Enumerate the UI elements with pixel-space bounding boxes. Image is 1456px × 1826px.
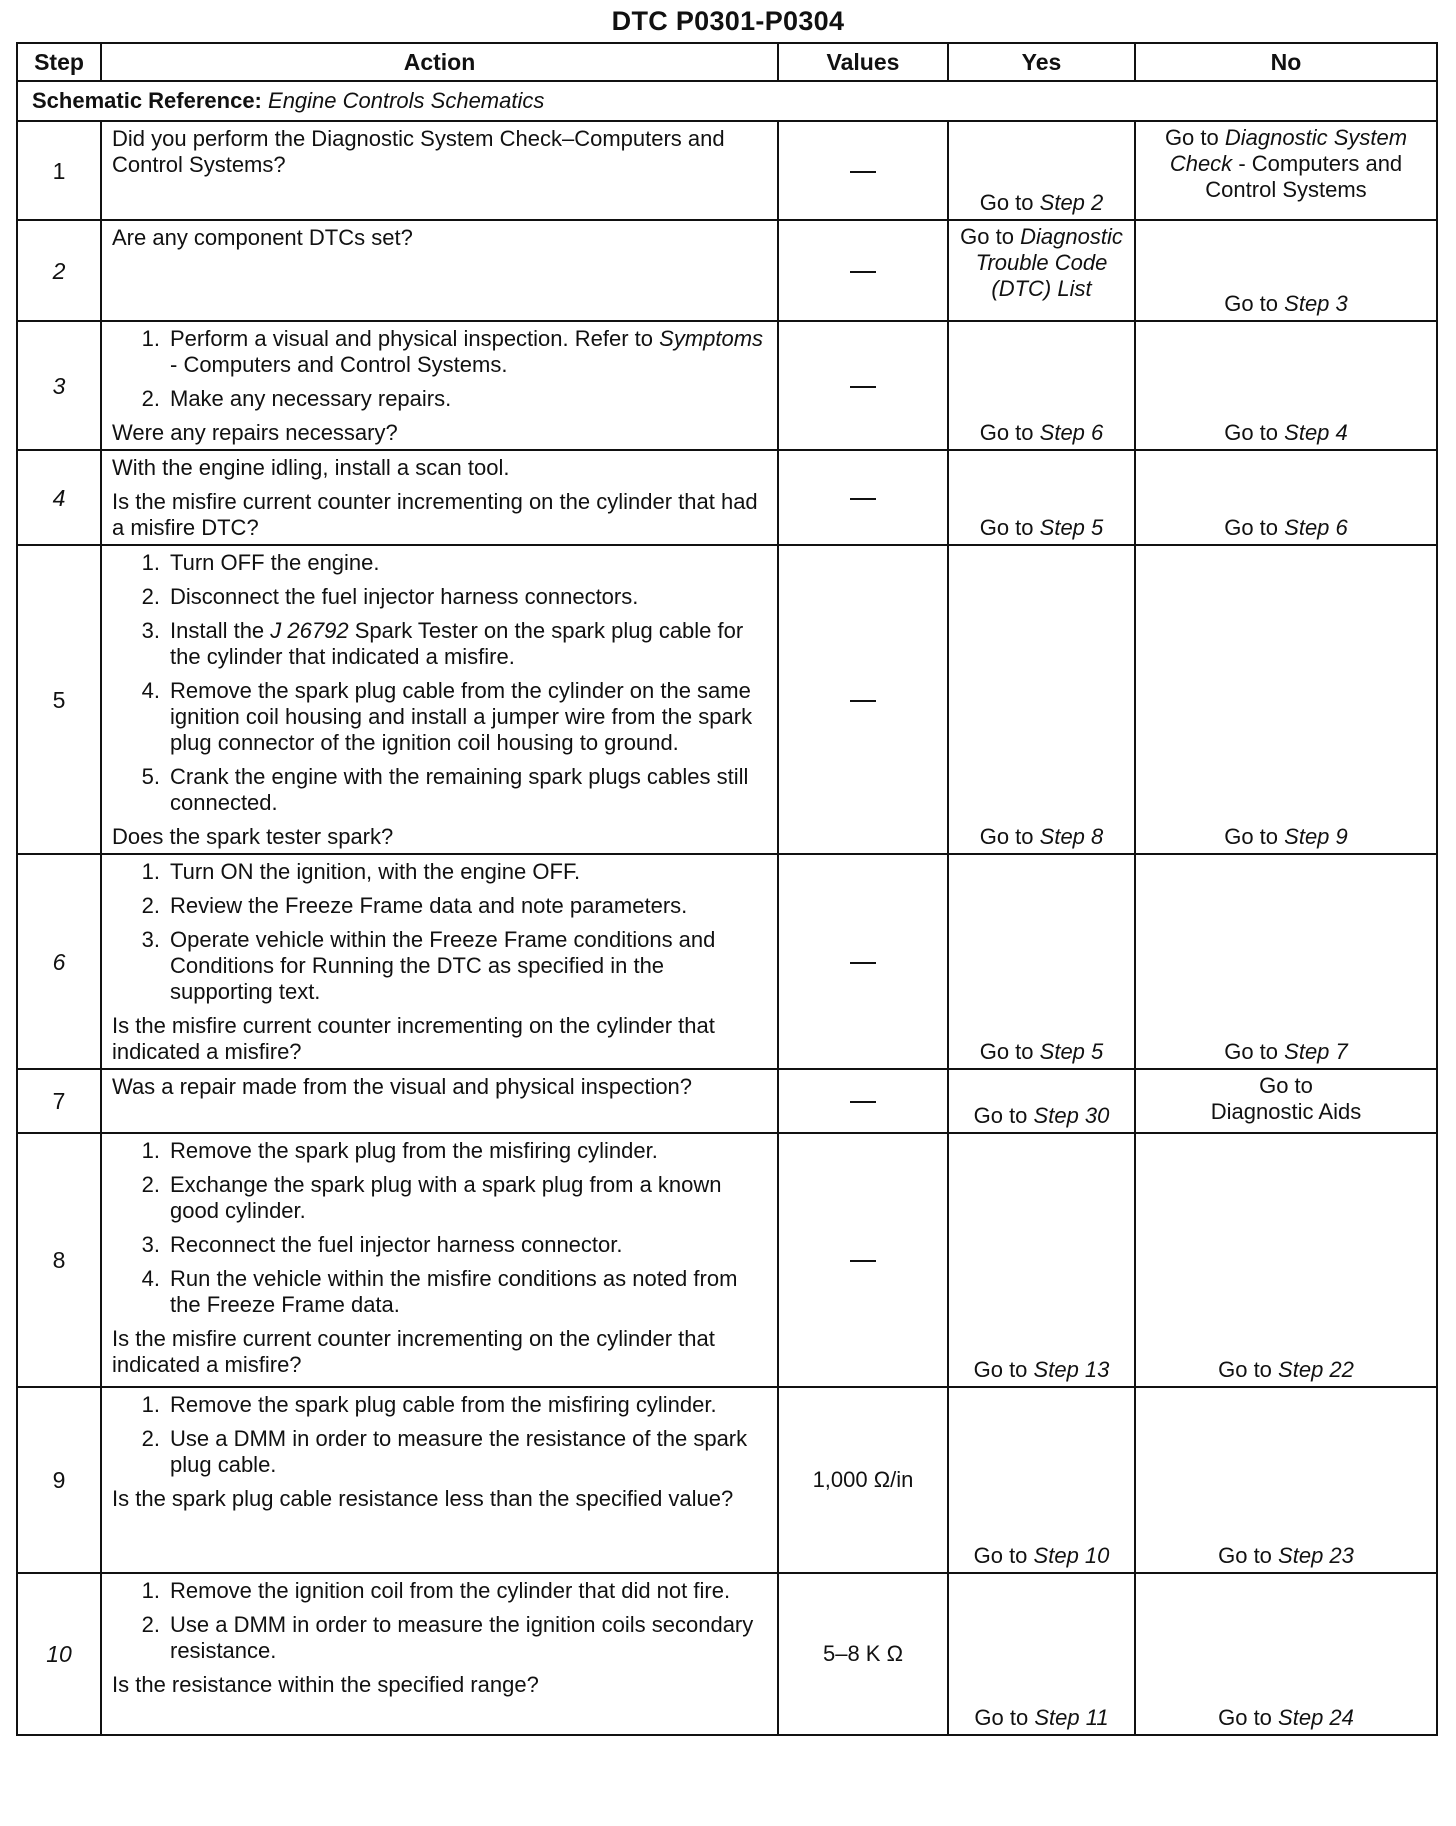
action-cell <box>101 321 778 450</box>
item-number: 4. <box>141 1266 160 1291</box>
item-text: Run the vehicle within the misfire conditions as noted from the Freeze Frame data. <box>170 1266 738 1317</box>
values-cell: 1,000 Ω/in <box>778 1387 948 1573</box>
item-number: 2. <box>141 1172 160 1197</box>
list-item <box>112 1138 769 1164</box>
yes-link[interactable]: Step 30 <box>1033 1103 1110 1128</box>
no-prefix: Go to <box>1224 824 1279 849</box>
header-values: Values <box>778 43 948 81</box>
no-link[interactable]: Step 7 <box>1284 1039 1348 1064</box>
list-item <box>112 618 769 670</box>
action-cell <box>101 545 778 854</box>
question-text: Is the misfire current counter incrementing on the cylinder that indicated a misfire? <box>112 1013 715 1064</box>
yes-prefix: Go to <box>973 1357 1028 1382</box>
yes-cell <box>948 1387 1135 1573</box>
no-prefix: Go to <box>1224 515 1279 540</box>
item-number: 3. <box>141 927 160 952</box>
no-cell <box>1135 545 1437 854</box>
no-cell <box>1135 854 1437 1069</box>
yes-cell <box>948 321 1135 450</box>
list-item <box>112 764 769 816</box>
list-item <box>112 927 769 1005</box>
item-number: 2. <box>141 1426 160 1451</box>
item-text: Remove the spark plug cable from the cylinder on the same ignition coil housing and install a jumper wire from the spark plug connector of the ignition coil housing to ground. <box>170 678 753 755</box>
yes-cell <box>948 854 1135 1069</box>
yes-cell <box>948 1133 1135 1387</box>
item-text: Disconnect the fuel injector harness connectors. <box>170 584 639 609</box>
action-list <box>112 1138 769 1318</box>
item-text: Use a DMM in order to measure the resistance of the spark plug cable. <box>170 1426 748 1477</box>
action-cell <box>101 1133 778 1387</box>
action-list <box>112 1578 769 1664</box>
action-cell <box>101 121 778 220</box>
list-item <box>112 1172 769 1224</box>
table-row <box>17 450 1437 545</box>
symptoms-link[interactable]: Symptoms <box>659 326 764 351</box>
item-number: 2. <box>141 893 160 918</box>
values-cell <box>778 854 948 1069</box>
header-step: Step <box>17 43 101 81</box>
no-link[interactable]: Diagnostic System Check <box>1169 125 1408 176</box>
dash-mark <box>850 1101 876 1103</box>
item-text: Use a DMM in order to measure the ignition coils secondary resistance. <box>170 1612 754 1663</box>
step-number: 9 <box>17 1387 101 1573</box>
yes-cell <box>948 121 1135 220</box>
item-text: Turn ON the ignition, with the engine OFF. <box>170 859 581 884</box>
action-text: With the engine idling, install a scan tool. <box>112 455 510 480</box>
item-number: 5. <box>141 764 160 789</box>
item-number: 3. <box>141 1232 160 1257</box>
question-text: Were any repairs necessary? <box>112 420 398 445</box>
dash-mark <box>850 1260 876 1262</box>
list-item <box>112 893 769 919</box>
item-text: Reconnect the fuel injector harness connector. <box>170 1232 623 1257</box>
yes-prefix: Go to <box>960 224 1014 249</box>
table-row <box>17 1573 1437 1735</box>
item-number: 2. <box>141 584 160 609</box>
dash-mark <box>850 498 876 500</box>
yes-cell <box>948 1573 1135 1735</box>
no-link[interactable]: Step 4 <box>1284 420 1348 445</box>
item-text: Perform a visual and physical inspection. Refer to <box>170 326 654 351</box>
yes-cell <box>948 1069 1135 1133</box>
table-row <box>17 854 1437 1069</box>
dash-mark <box>850 962 876 964</box>
yes-link[interactable]: Step 6 <box>1039 420 1104 445</box>
action-list <box>112 326 769 412</box>
item-text: Review the Freeze Frame data and note parameters. <box>170 893 688 918</box>
schematic-label: Schematic Reference: <box>32 88 262 113</box>
action-list <box>112 859 769 1005</box>
schematic-reference <box>17 81 1437 121</box>
dash-mark <box>850 386 876 388</box>
values-cell <box>778 1069 948 1133</box>
item-number: 1. <box>141 1392 160 1417</box>
tool-number: J 26792 <box>270 618 349 643</box>
no-cell <box>1135 1573 1437 1735</box>
schematic-reference-row <box>17 81 1437 121</box>
item-number: 1. <box>141 1138 160 1163</box>
item-text: Remove the spark plug cable from the misfiring cylinder. <box>170 1392 717 1417</box>
step-number: 1 <box>17 121 101 220</box>
dash-mark <box>850 700 876 702</box>
list-item <box>112 678 769 756</box>
header-yes: Yes <box>948 43 1135 81</box>
no-prefix: Go to <box>1218 1705 1272 1730</box>
step-number: 5 <box>17 545 101 854</box>
list-item <box>112 859 769 885</box>
values-cell <box>778 450 948 545</box>
diagnostic-table <box>16 42 1438 1736</box>
item-text: Install the <box>170 618 265 643</box>
yes-link[interactable]: Step 8 <box>1039 824 1104 849</box>
no-prefix: Go to <box>1218 1357 1272 1382</box>
item-text: Operate vehicle within the Freeze Frame conditions and Conditions for Running the DTC as specified in the supporting text. <box>170 927 716 1004</box>
values-cell <box>778 1133 948 1387</box>
yes-link[interactable]: Step 5 <box>1039 515 1104 540</box>
no-cell <box>1135 121 1437 220</box>
table-row <box>17 1133 1437 1387</box>
action-cell <box>101 1069 778 1133</box>
yes-prefix: Go to <box>979 824 1034 849</box>
list-item <box>112 1232 769 1258</box>
table-row <box>17 545 1437 854</box>
yes-prefix: Go to <box>973 1543 1028 1568</box>
item-text: Exchange the spark plug with a spark plug from a known good cylinder. <box>170 1172 722 1223</box>
no-cell <box>1135 220 1437 321</box>
page-title: DTC P0301-P0304 <box>611 6 845 36</box>
no-link[interactable]: Step 22 <box>1278 1357 1354 1382</box>
table-row <box>17 1387 1437 1573</box>
question-text: Is the misfire current counter incrementing on the cylinder that had a misfire DTC? <box>112 489 758 540</box>
no-cell <box>1135 321 1437 450</box>
question-text: Was a repair made from the visual and physical inspection? <box>112 1074 693 1099</box>
no-prefix: Go to <box>1224 1039 1279 1064</box>
values-cell <box>778 121 948 220</box>
item-text: Turn OFF the engine. <box>170 550 380 575</box>
step-number: 7 <box>17 1069 101 1133</box>
values-cell: 5–8 K Ω <box>778 1573 948 1735</box>
no-prefix: Go to <box>1224 291 1279 316</box>
item-text: Remove the spark plug from the misfiring cylinder. <box>170 1138 658 1163</box>
item-text: Make any necessary repairs. <box>170 386 452 411</box>
step-number: 10 <box>17 1573 101 1735</box>
values-cell <box>778 321 948 450</box>
action-cell <box>101 854 778 1069</box>
header-no: No <box>1135 43 1437 81</box>
question-text: Did you perform the Diagnostic System Check–Computers and Control Systems? <box>112 126 725 177</box>
yes-prefix: Go to <box>979 420 1034 445</box>
dash-mark <box>850 171 876 173</box>
table-row <box>17 220 1437 321</box>
step-number: 8 <box>17 1133 101 1387</box>
list-item <box>112 1578 769 1604</box>
dash-mark <box>850 271 876 273</box>
item-text: Crank the engine with the remaining spark plugs cables still connected. <box>170 764 749 815</box>
question-text: Is the misfire current counter incrementing on the cylinder that indicated a misfire? <box>112 1326 715 1377</box>
no-link[interactable]: Step 9 <box>1284 824 1348 849</box>
no-link[interactable]: Step 6 <box>1284 515 1348 540</box>
yes-prefix: Go to <box>974 1705 1029 1730</box>
item-number: 1. <box>141 550 160 575</box>
yes-link[interactable]: Step 2 <box>1039 190 1104 215</box>
no-cell <box>1135 1387 1437 1573</box>
action-list <box>112 1392 769 1478</box>
item-text: Spark Tester on the spark plug cable for the cylinder that indicated a misfire. <box>170 618 744 669</box>
values-cell <box>778 220 948 321</box>
list-item <box>112 550 769 576</box>
no-cell <box>1135 450 1437 545</box>
item-number: 2. <box>141 1612 160 1637</box>
question-text: Is the spark plug cable resistance less than the specified value? <box>112 1486 734 1511</box>
no-prefix: Go to <box>1259 1073 1313 1098</box>
yes-link[interactable]: Step 11 <box>1034 1705 1109 1730</box>
no-cell <box>1135 1069 1437 1133</box>
table-row <box>17 1069 1437 1133</box>
item-number: 4. <box>141 678 160 703</box>
step-number: 4 <box>17 450 101 545</box>
no-suffix: - Computers and Control Systems <box>1205 151 1403 202</box>
step-number: 3 <box>17 321 101 450</box>
yes-link[interactable]: Step 5 <box>1039 1039 1104 1064</box>
table-row <box>17 321 1437 450</box>
list-item <box>112 1266 769 1318</box>
no-link[interactable]: Step 23 <box>1278 1543 1354 1568</box>
action-cell <box>101 1573 778 1735</box>
action-cell <box>101 220 778 321</box>
item-number: 3. <box>141 618 160 643</box>
no-link[interactable]: Step 3 <box>1284 291 1348 316</box>
item-text: - Computers and Control Systems. <box>170 352 508 377</box>
list-item <box>112 326 769 378</box>
yes-prefix: Go to <box>979 190 1034 215</box>
yes-prefix: Go to <box>979 1039 1034 1064</box>
item-number: 1. <box>141 859 160 884</box>
yes-cell <box>948 545 1135 854</box>
yes-link[interactable]: Diagnostic Trouble Code (DTC) List <box>975 224 1123 301</box>
question-text: Is the resistance within the specified range? <box>112 1672 539 1697</box>
question-text: Are any component DTCs set? <box>112 225 413 250</box>
header-action: Action <box>101 43 778 81</box>
yes-link[interactable]: Step 13 <box>1033 1357 1110 1382</box>
action-cell <box>101 1387 778 1573</box>
no-prefix: Go to <box>1218 1543 1272 1568</box>
yes-cell <box>948 450 1135 545</box>
yes-prefix: Go to <box>979 515 1034 540</box>
no-cell <box>1135 1133 1437 1387</box>
list-item <box>112 584 769 610</box>
item-number: 1. <box>141 326 160 351</box>
step-number: 2 <box>17 220 101 321</box>
schematic-link[interactable]: Engine Controls Schematics <box>268 88 545 113</box>
item-text: Remove the ignition coil from the cylinder that did not fire. <box>170 1578 731 1603</box>
yes-cell <box>948 220 1135 321</box>
no-link[interactable]: Diagnostic Aids <box>1210 1099 1362 1124</box>
question-text: Does the spark tester spark? <box>112 824 394 849</box>
yes-link[interactable]: Step 10 <box>1033 1543 1110 1568</box>
list-item <box>112 1612 769 1664</box>
no-link[interactable]: Step 24 <box>1278 1705 1354 1730</box>
item-number: 1. <box>141 1578 160 1603</box>
table-row <box>17 121 1437 220</box>
table-header-row <box>17 43 1437 81</box>
action-list <box>112 550 769 816</box>
step-number: 6 <box>17 854 101 1069</box>
yes-prefix: Go to <box>973 1103 1028 1128</box>
values-cell <box>778 545 948 854</box>
list-item <box>112 1392 769 1418</box>
no-prefix: Go to <box>1224 420 1279 445</box>
item-number: 2. <box>141 386 160 411</box>
no-prefix: Go to <box>1164 125 1219 150</box>
action-cell <box>101 450 778 545</box>
list-item <box>112 1426 769 1478</box>
list-item <box>112 386 769 412</box>
